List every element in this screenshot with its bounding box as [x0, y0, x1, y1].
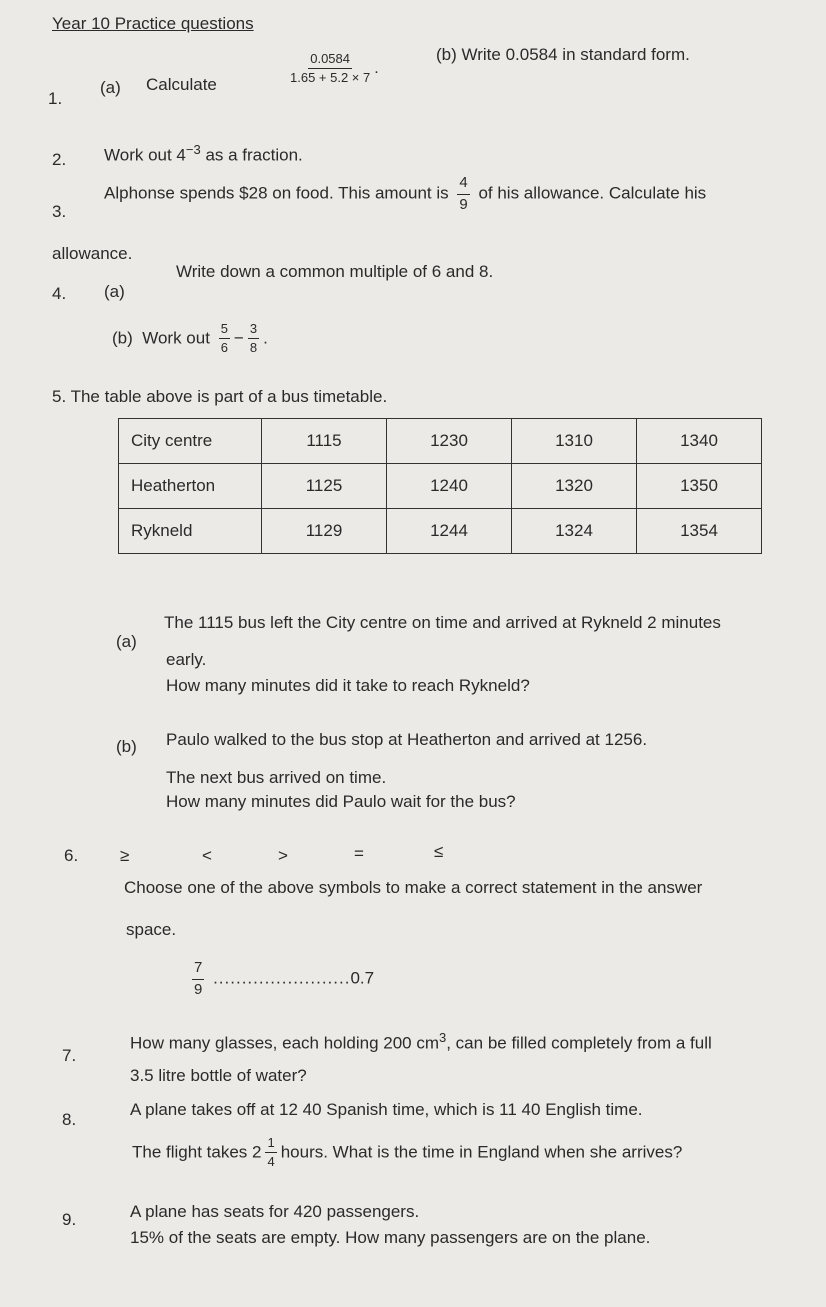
table-row	[119, 509, 762, 554]
q4b-text: Work out	[142, 328, 210, 348]
stop-name: Heatherton	[119, 464, 262, 509]
symbol-gt: >	[278, 846, 288, 865]
q3-pre: Alphonse spends $28 on food. This amount is	[104, 183, 449, 203]
q8-pre: The flight takes 2	[132, 1142, 262, 1162]
q5b-line3: How many minutes did Paulo wait for the bus?	[166, 792, 516, 811]
symbol-gte: ≥	[120, 846, 130, 865]
time-cell: 1230	[387, 419, 512, 464]
q3-fraction	[457, 175, 469, 213]
q1b-text: (b) Write 0.0584 in standard form.	[436, 45, 690, 64]
q4b-period: .	[263, 328, 268, 348]
time-cell: 1240	[387, 464, 512, 509]
q8-number: 8.	[62, 1110, 77, 1129]
q5a-line2: early.	[166, 650, 207, 669]
q5b-line2: The next bus arrived on time.	[166, 768, 387, 787]
time-cell: 1244	[387, 509, 512, 554]
q1a-label: (a)	[100, 78, 121, 97]
q6-line2: space.	[126, 920, 177, 939]
q7-line2: 3.5 litre bottle of water?	[130, 1066, 307, 1085]
q6-answer-space[interactable]: ........................	[213, 968, 351, 988]
q5a-label: (a)	[116, 632, 137, 651]
q2-number: 2.	[52, 150, 67, 169]
time-cell: 1340	[637, 419, 762, 464]
time-cell: 1320	[512, 464, 637, 509]
q4b-minus: −	[233, 328, 244, 348]
time-cell: 1310	[512, 419, 637, 464]
q4b-f1-num: 5	[219, 322, 230, 339]
table-row	[119, 464, 762, 509]
q8-frac-num: 1	[265, 1136, 276, 1153]
q7-line1	[130, 1030, 712, 1054]
stop-name: City centre	[119, 419, 262, 464]
symbol-lte: ≤	[434, 842, 444, 861]
q4a-text: Write down a common multiple of 6 and 8.	[176, 262, 494, 281]
symbol-lt: <	[202, 846, 212, 865]
q3-post: of his allowance. Calculate his	[478, 183, 707, 203]
q4b-fraction-1	[219, 322, 230, 356]
q2-post: as a fraction.	[200, 145, 303, 165]
q2-pre: Work out 4	[104, 145, 186, 165]
q6-line1: Choose one of the above symbols to make a correct statement in the answer	[124, 878, 703, 897]
q8-frac-den: 4	[267, 1154, 275, 1170]
q1a-fraction	[286, 52, 379, 86]
q1a-period: .	[374, 60, 379, 78]
q2-exponent: −3	[185, 142, 201, 157]
q3-number: 3.	[52, 202, 67, 221]
q4b-f1-den: 6	[220, 340, 228, 356]
q9-number: 9.	[62, 1210, 77, 1229]
q4b-f2-num: 3	[248, 322, 259, 339]
q7-pre: How many glasses, each holding 200 cm	[130, 1033, 439, 1053]
q6-fraction	[192, 960, 204, 998]
q4b-label: (b)	[112, 328, 133, 348]
time-cell: 1129	[262, 509, 387, 554]
bus-timetable	[118, 418, 762, 554]
q6-frac-num: 7	[192, 960, 204, 980]
q6-value: 0.7	[350, 968, 375, 988]
time-cell: 1115	[262, 419, 387, 464]
q1a-numerator: 0.0584	[308, 52, 352, 69]
q1a-text: Calculate	[146, 75, 217, 94]
q4b-f2-den: 8	[249, 340, 258, 356]
q5a-line1: The 1115 bus left the City centre on time and arrived at Rykneld 2 minutes	[164, 613, 721, 632]
q8-fraction	[265, 1136, 276, 1170]
time-cell: 1354	[637, 509, 762, 554]
q1-number: 1.	[48, 89, 63, 108]
q7-exponent: 3	[439, 1030, 447, 1045]
q3-line2: allowance.	[52, 244, 133, 263]
q9-line1: A plane has seats for 420 passengers.	[130, 1202, 420, 1221]
q5b-line1: Paulo walked to the bus stop at Heatherton and arrived at 1256.	[166, 730, 648, 749]
q5-intro: 5. The table above is part of a bus timetable.	[52, 387, 388, 406]
q3-line1	[104, 175, 706, 213]
q4-number: 4.	[52, 284, 67, 303]
q9-line2: 15% of the seats are empty. How many passengers are on the plane.	[130, 1228, 651, 1247]
time-cell: 1125	[262, 464, 387, 509]
q8-post: hours. What is the time in England when she arrives?	[280, 1142, 683, 1162]
q2-text	[104, 142, 303, 166]
q7-number: 7.	[62, 1046, 77, 1065]
worksheet-title: Year 10 Practice questions	[52, 14, 254, 33]
q4b-fraction-2	[248, 322, 259, 356]
q4b-line	[112, 322, 268, 356]
q8-line1: A plane takes off at 12 40 Spanish time, which is 11 40 English time.	[130, 1100, 643, 1119]
table-row	[119, 419, 762, 464]
q5b-label: (b)	[116, 737, 137, 756]
q8-line2	[132, 1136, 682, 1170]
time-cell: 1324	[512, 509, 637, 554]
q6-number: 6.	[64, 846, 79, 865]
q6-answer-line	[188, 960, 374, 998]
symbol-eq: =	[354, 844, 364, 863]
q6-frac-den: 9	[194, 980, 203, 998]
q4a-label: (a)	[104, 282, 125, 301]
q7-post: , can be filled completely from a full	[446, 1033, 712, 1053]
q5a-line3: How many minutes did it take to reach Rykneld?	[166, 676, 530, 695]
q1a-denominator: 1.65 + 5.2 × 7	[290, 70, 371, 86]
q3-frac-num: 4	[457, 175, 469, 195]
q3-frac-den: 9	[459, 195, 468, 213]
time-cell: 1350	[637, 464, 762, 509]
stop-name: Rykneld	[119, 509, 262, 554]
